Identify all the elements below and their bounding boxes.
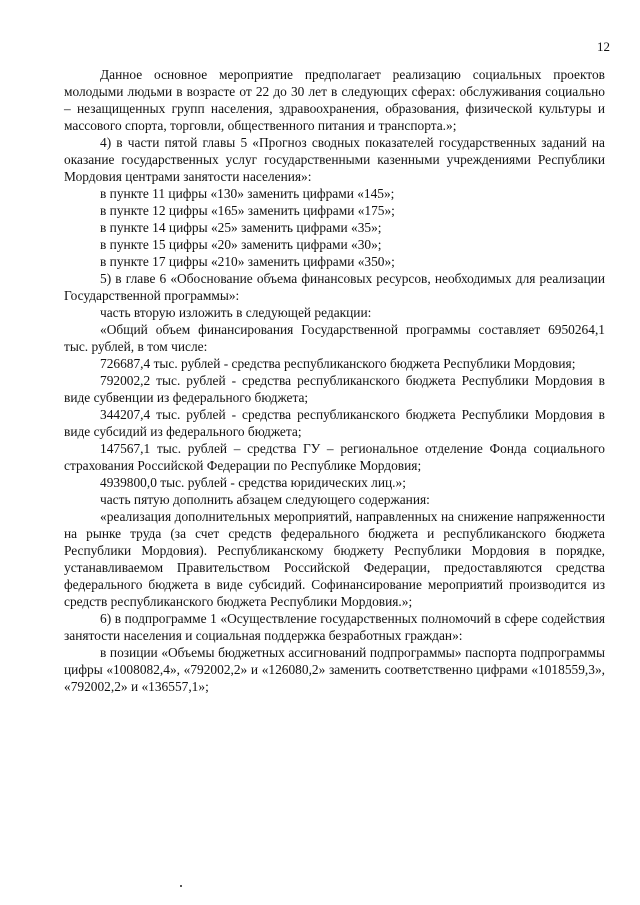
paragraph-subsidies: 344207,4 тыс. рублей - средства республиканского бюджета Республики Мордовия в виде субсидий из федерального бюджета; xyxy=(64,407,605,439)
paragraph-republican-budget: 726687,4 тыс. рублей - средства республиканского бюджета Республики Мордовия; xyxy=(100,356,576,371)
paragraph-point-12: в пункте 12 цифры «165» заменить цифрами «175»; xyxy=(100,203,395,218)
paragraph-point-14: в пункте 14 цифры «25» заменить цифрами «35»; xyxy=(100,220,382,235)
paragraph-point-17: в пункте 17 цифры «210» заменить цифрами «350»; xyxy=(100,254,395,269)
paragraph-project-description: Данное основное мероприятие предполагает реализацию социальных проектов молодыми людьми в возрасте от 22 до 30 лет в следующих сферах: обслуживания социально – незащищенных групп населения, здравоохранения, образования, физической культуры и массового спорта, торговли, общественного питания и транспорта.»; xyxy=(64,67,605,133)
paragraph-item-5: 5) в главе 6 «Обоснование объема финансовых ресурсов, необходимых для реализации Государственной программы»: xyxy=(64,271,605,303)
document-body xyxy=(64,66,605,695)
paragraph-part-five: часть пятую дополнить абзацем следующего содержания: xyxy=(100,492,430,507)
paragraph-subvention: 792002,2 тыс. рублей - средства республиканского бюджета Республики Мордовия в виде субвенции из федерального бюджета; xyxy=(64,373,605,405)
paragraph-social-insurance-fund: 147567,1 тыс. рублей – средства ГУ – региональное отделение Фонда социального страхования Российской Федерации по Республике Мордовия; xyxy=(64,441,605,473)
paragraph-total-financing: «Общий объем финансирования Государственной программы составляет 6950264,1 тыс. рублей, в том числе: xyxy=(64,322,605,354)
paragraph-item-4: 4) в части пятой главы 5 «Прогноз сводных показателей государственных заданий на оказание государственных услуг государственными казенными учреждениями Республики Мордовия центрами занятости населения»: xyxy=(64,135,605,184)
page-number: 12 xyxy=(597,39,610,54)
scan-speck xyxy=(180,885,182,887)
paragraph-additional-measures: «реализация дополнительных мероприятий, направленных на снижение напряженности на рынке труда (за счет средств федерального бюджета и республиканского бюджета Республики Мордовия). Республиканскому бюджету Республики Мордовия в порядке, устанавливаемом Правительством Российской Федерации, предоставляются средства федерального бюджета в виде субсидий. Софинансирование мероприятий производится из средств республиканского бюджета Республики Мордовия.»; xyxy=(64,509,605,609)
paragraph-point-15: в пункте 15 цифры «20» заменить цифрами «30»; xyxy=(100,237,382,252)
paragraph-item-6: 6) в подпрограмме 1 «Осуществление государственных полномочий в сфере содействия занятости населения и социальная поддержка безработных граждан»: xyxy=(64,611,605,643)
paragraph-part-two: часть вторую изложить в следующей редакции: xyxy=(100,305,372,320)
paragraph-legal-entities: 4939800,0 тыс. рублей - средства юридических лиц.»; xyxy=(100,475,406,490)
paragraph-budget-allocations: в позиции «Объемы бюджетных ассигнований подпрограммы» паспорта подпрограммы цифры «1008082,4», «792002,2» и «126080,2» заменить соответственно цифрами «1018559,3», «792002,2» и «136557,1»; xyxy=(64,645,605,694)
paragraph-point-11: в пункте 11 цифры «130» заменить цифрами «145»; xyxy=(100,186,395,201)
